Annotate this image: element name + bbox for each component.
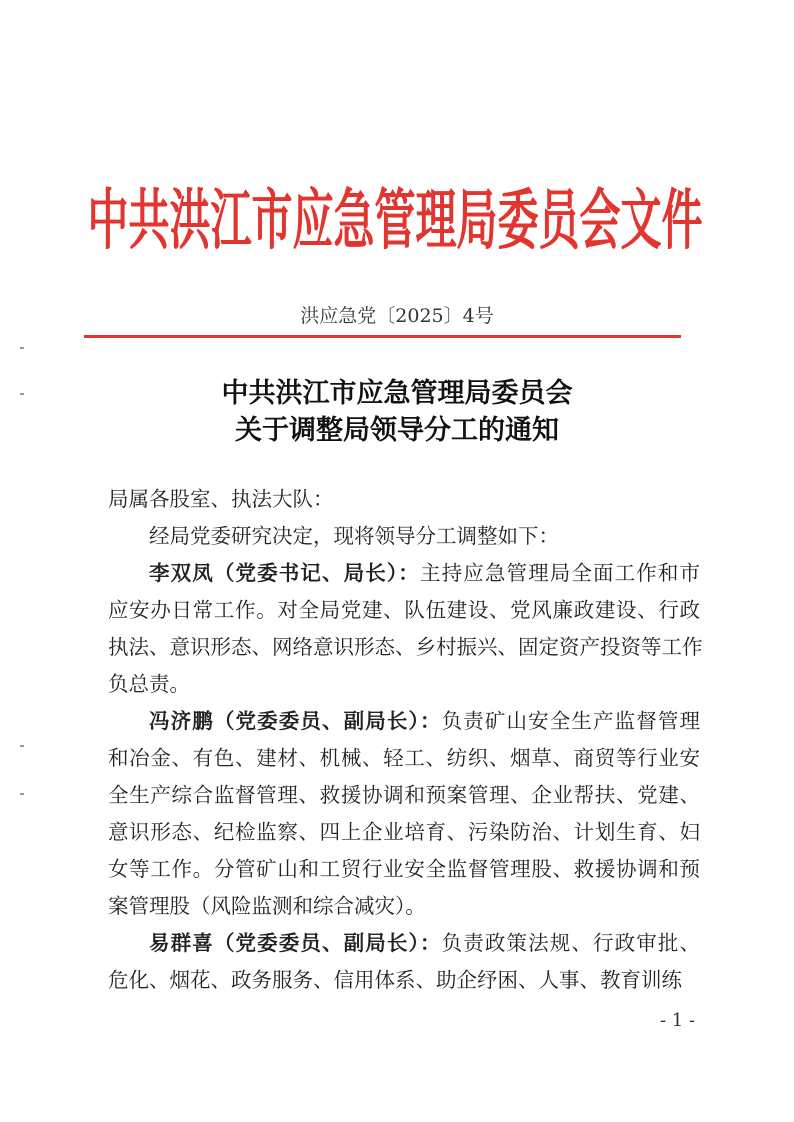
paragraph-line [108, 891, 700, 928]
line-text: 应安办日常工作。对全局党建、队伍建设、党风廉政建设、行政 [108, 598, 700, 622]
line-text: 局属各股室、执法大队： [108, 487, 334, 511]
scan-mark [20, 347, 24, 349]
line-text: 全生产综合监督管理、救援协调和预案管理、企业帮扶、党建、 [108, 783, 700, 807]
notice-title-line1: 中共洪江市应急管理局委员会 [221, 378, 573, 409]
document-number: 洪应急党〔2025〕4号 [300, 305, 494, 327]
paragraph-line [108, 706, 700, 743]
line-text: 负总责。 [108, 672, 190, 696]
scan-mark [20, 793, 24, 795]
line-text: 主持应急管理局全面工作和市 [419, 561, 701, 585]
leader-name-title: 李双凤（党委书记、局长）： [149, 561, 420, 585]
line-text: 和冶金、有色、建材、机械、轻工、纺织、烟草、商贸等行业安 [108, 746, 700, 770]
leader-name-title: 冯济鹏（党委委员、副局长）： [149, 709, 442, 733]
paragraph-line [108, 743, 700, 780]
paragraph-line [108, 632, 703, 669]
document-red-header: 中共洪江市应急管理局委员会文件 [87, 181, 703, 259]
line-text: 经局党委研究决定，现将领导分工调整如下： [149, 524, 559, 548]
line-text: 危化、烟花、政务服务、信用体系、助企纾困、人事、教育训练 [108, 968, 682, 992]
paragraph-line [108, 817, 700, 854]
line-text: 执法、意识形态、网络意识形态、乡村振兴、固定资产投资等工作 [108, 635, 703, 659]
paragraph-line [108, 928, 700, 965]
paragraph-line [108, 595, 700, 632]
scan-mark [20, 745, 24, 747]
line-text: 意识形态、纪检监察、四上企业培育、污染防治、计划生育、妇 [108, 820, 700, 844]
paragraph-line [108, 558, 700, 595]
line-text: 女等工作。分管矿山和工贸行业安全监督管理股、救援协调和预 [108, 857, 700, 881]
line-text: 负责矿山安全生产监督管理 [441, 709, 701, 733]
paragraph-line [108, 484, 700, 521]
notice-title-line2: 关于调整局领导分工的通知 [235, 415, 559, 446]
line-text: 案管理股（风险监测和综合减灾）。 [108, 894, 426, 918]
red-divider [84, 335, 681, 338]
paragraph-line [108, 965, 700, 1002]
leader-name-title: 易群喜（党委委员、副局长）： [149, 931, 442, 955]
paragraph-line [108, 780, 700, 817]
paragraph-line [108, 669, 700, 706]
document-body [108, 484, 703, 1002]
paragraph-line [108, 521, 700, 558]
paragraph-line [108, 854, 700, 891]
line-text: 负责政策法规、行政审批、 [441, 931, 701, 955]
page-number: - 1 - [660, 1010, 696, 1031]
